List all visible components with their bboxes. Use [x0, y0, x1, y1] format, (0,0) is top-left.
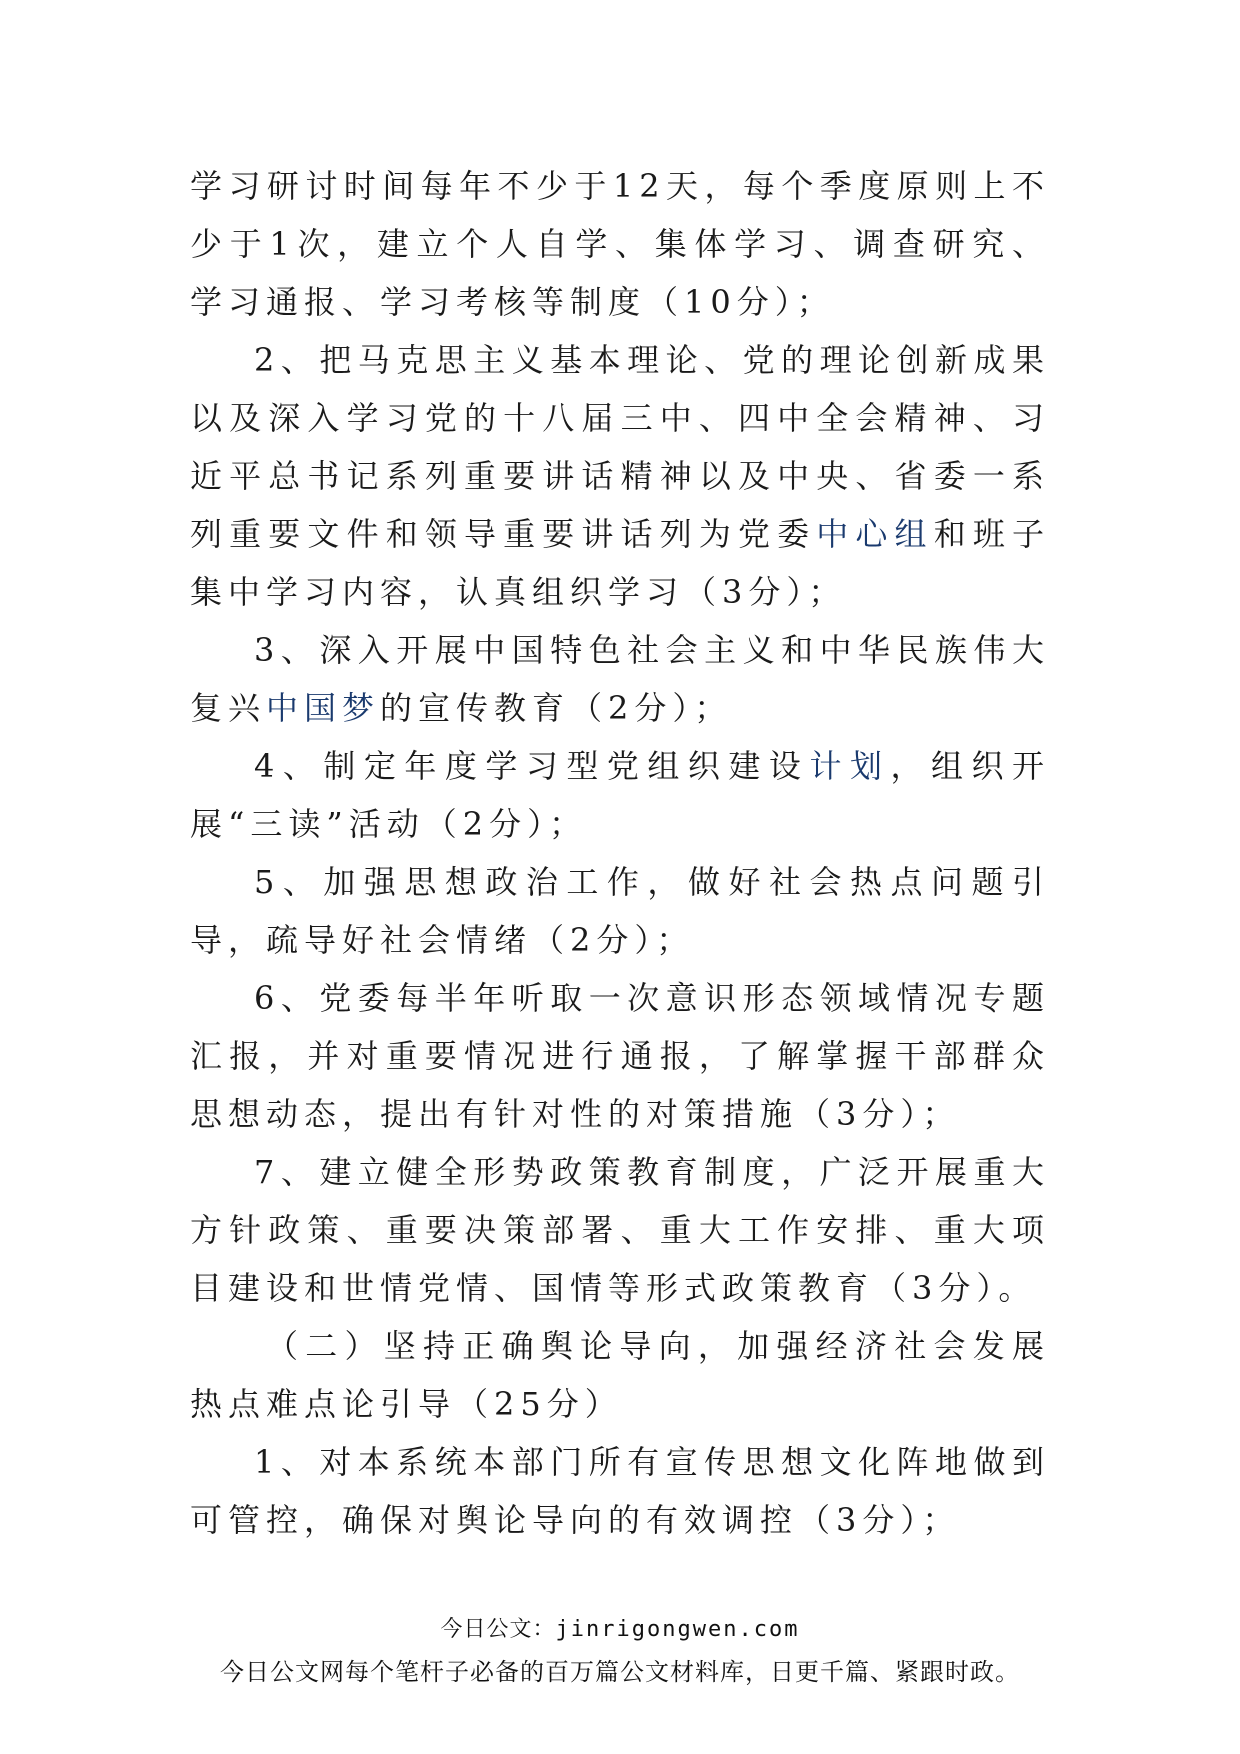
- paragraph-text: 和班子集中学习内容，认真组织学习（3分）；: [190, 515, 1050, 611]
- paragraph-section2-item-1: [190, 1433, 1050, 1549]
- highlighted-term-plan[interactable]: 计划: [809, 747, 891, 785]
- paragraph-text: 3、深入开展中国特色社会主义和中华民族伟大复兴: [190, 631, 1050, 727]
- paragraph-text: 1、对本系统本部门所有宣传思想文化阵地做到可管控，确保对舆论导向的有效调控（3分）；: [190, 1443, 1050, 1539]
- paragraph-text: 4、制定年度学习型党组织建设: [254, 747, 810, 785]
- paragraph-text: 2、把马克思主义基本理论、党的理论创新成果以及深入学习党的十八届三中、四中全会精神、习近平总书记系列重要讲话精神以及中央、省委一系列重要文件和领导重要讲话列为党委: [190, 341, 1050, 553]
- document-body: [190, 157, 1050, 1549]
- section-heading-text: （二）坚持正确舆论导向，加强经济社会发展热点难点论引导（25分）: [190, 1327, 1050, 1423]
- footer-site-link[interactable]: jinrigongwen.com: [555, 1617, 800, 1642]
- paragraph-text: 7、建立健全形势政策教育制度，广泛开展重大方针政策、重要决策部署、重大工作安排、重大项目建设和世情党情、国情等形式政策教育（3分）。: [190, 1153, 1050, 1307]
- paragraph-text: 学习研讨时间每年不少于12天，每个季度原则上不少于1次，建立个人自学、集体学习、调查研究、学习通报、学习考核等制度（10分）；: [190, 167, 1050, 321]
- paragraph-item-4: [190, 737, 1050, 853]
- paragraph-item-3: [190, 621, 1050, 737]
- paragraph-item-6: [190, 969, 1050, 1143]
- paragraph-item-7: [190, 1143, 1050, 1317]
- paragraph-text: 5、加强思想政治工作，做好社会热点问题引导，疏导好社会情绪（2分）；: [190, 863, 1050, 959]
- paragraph-text: ，组织开展“三读”活动（2分）；: [190, 747, 1050, 843]
- footer-site-label: 今日公文：: [440, 1617, 556, 1642]
- paragraph-text: 的宣传教育（2分）；: [380, 689, 733, 727]
- section-heading-2: [190, 1317, 1050, 1433]
- highlighted-term-center-group[interactable]: 中心组: [816, 515, 934, 553]
- paragraph-item-2: [190, 331, 1050, 621]
- footer-site-line: [0, 1612, 1240, 1643]
- highlighted-term-china-dream[interactable]: 中国梦: [266, 689, 381, 727]
- paragraph-text: 6、党委每半年听取一次意识形态领域情况专题汇报，并对重要情况进行通报，了解掌握干部群众思想动态，提出有针对性的对策措施（3分）；: [190, 979, 1050, 1133]
- paragraph-study-time: [190, 157, 1050, 331]
- footer-tagline: 今日公文网每个笔杆子必备的百万篇公文材料库，日更千篇、紧跟时政。: [220, 1658, 1020, 1686]
- paragraph-item-5: [190, 853, 1050, 969]
